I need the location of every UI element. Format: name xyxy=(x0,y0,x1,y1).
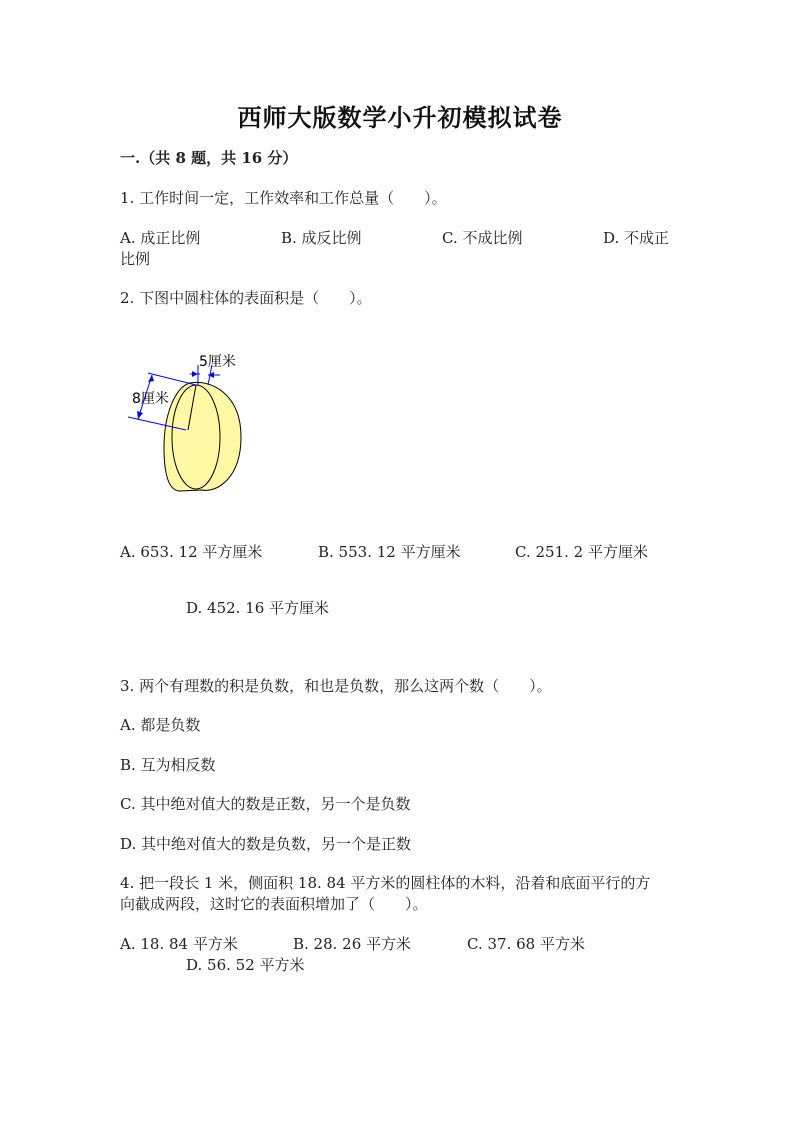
question-1-option-a: A. 成正比例 xyxy=(120,229,201,247)
question-2-option-c: C. 251. 2 平方厘米 xyxy=(515,543,648,561)
width-label: 5厘米 xyxy=(199,354,236,370)
radius-dim-top xyxy=(148,373,196,385)
question-3-option-a: A. 都是负数 xyxy=(120,716,201,734)
question-3-option-b: B. 互为相反数 xyxy=(120,756,216,774)
page-title: 西师大版数学小升初模拟试卷 xyxy=(237,103,563,132)
question-4-option-c: C. 37. 68 平方米 xyxy=(467,935,585,953)
question-4-stem-line2: 向截成两段，这时它的表面积增加了（ ）。 xyxy=(120,895,428,913)
question-2-option-d: D. 452. 16 平方厘米 xyxy=(186,599,330,617)
question-1-option-d-line2: 比例 xyxy=(120,250,151,268)
question-4-option-a: A. 18. 84 平方米 xyxy=(120,935,238,953)
question-2-stem: 2. 下图中圆柱体的表面积是（ ）。 xyxy=(120,289,372,307)
question-2-option-b: B. 553. 12 平方厘米 xyxy=(318,543,461,561)
cylinder-front-face xyxy=(172,385,220,489)
question-4-option-d: D. 56. 52 平方米 xyxy=(186,956,305,974)
cylinder-figure xyxy=(120,345,250,495)
question-1-stem: 1. 工作时间一定，工作效率和工作总量（ ）。 xyxy=(120,189,447,207)
question-1-option-d-line1: D. 不成正 xyxy=(603,229,670,247)
question-1-option-b: B. 成反比例 xyxy=(281,229,362,247)
radius-label: 8厘米 xyxy=(132,391,169,407)
question-1-option-c: C. 不成比例 xyxy=(442,229,523,247)
question-3-stem: 3. 两个有理数的积是负数，和也是负数，那么这两个数（ ）。 xyxy=(120,677,552,695)
question-2-option-a: A. 653. 12 平方厘米 xyxy=(120,543,263,561)
question-4-stem-line1: 4. 把一段长 1 米，侧面积 18. 84 平方米的圆柱体的木料，沿着和底面平行的方 xyxy=(120,874,651,892)
question-3-option-c: C. 其中绝对值大的数是正数，另一个是负数 xyxy=(120,795,411,813)
question-4-option-b: B. 28. 26 平方米 xyxy=(293,935,412,953)
section-heading: 一.（共 8 题，共 16 分） xyxy=(120,149,298,167)
question-3-option-d: D. 其中绝对值大的数是负数，另一个是正数 xyxy=(120,835,412,853)
